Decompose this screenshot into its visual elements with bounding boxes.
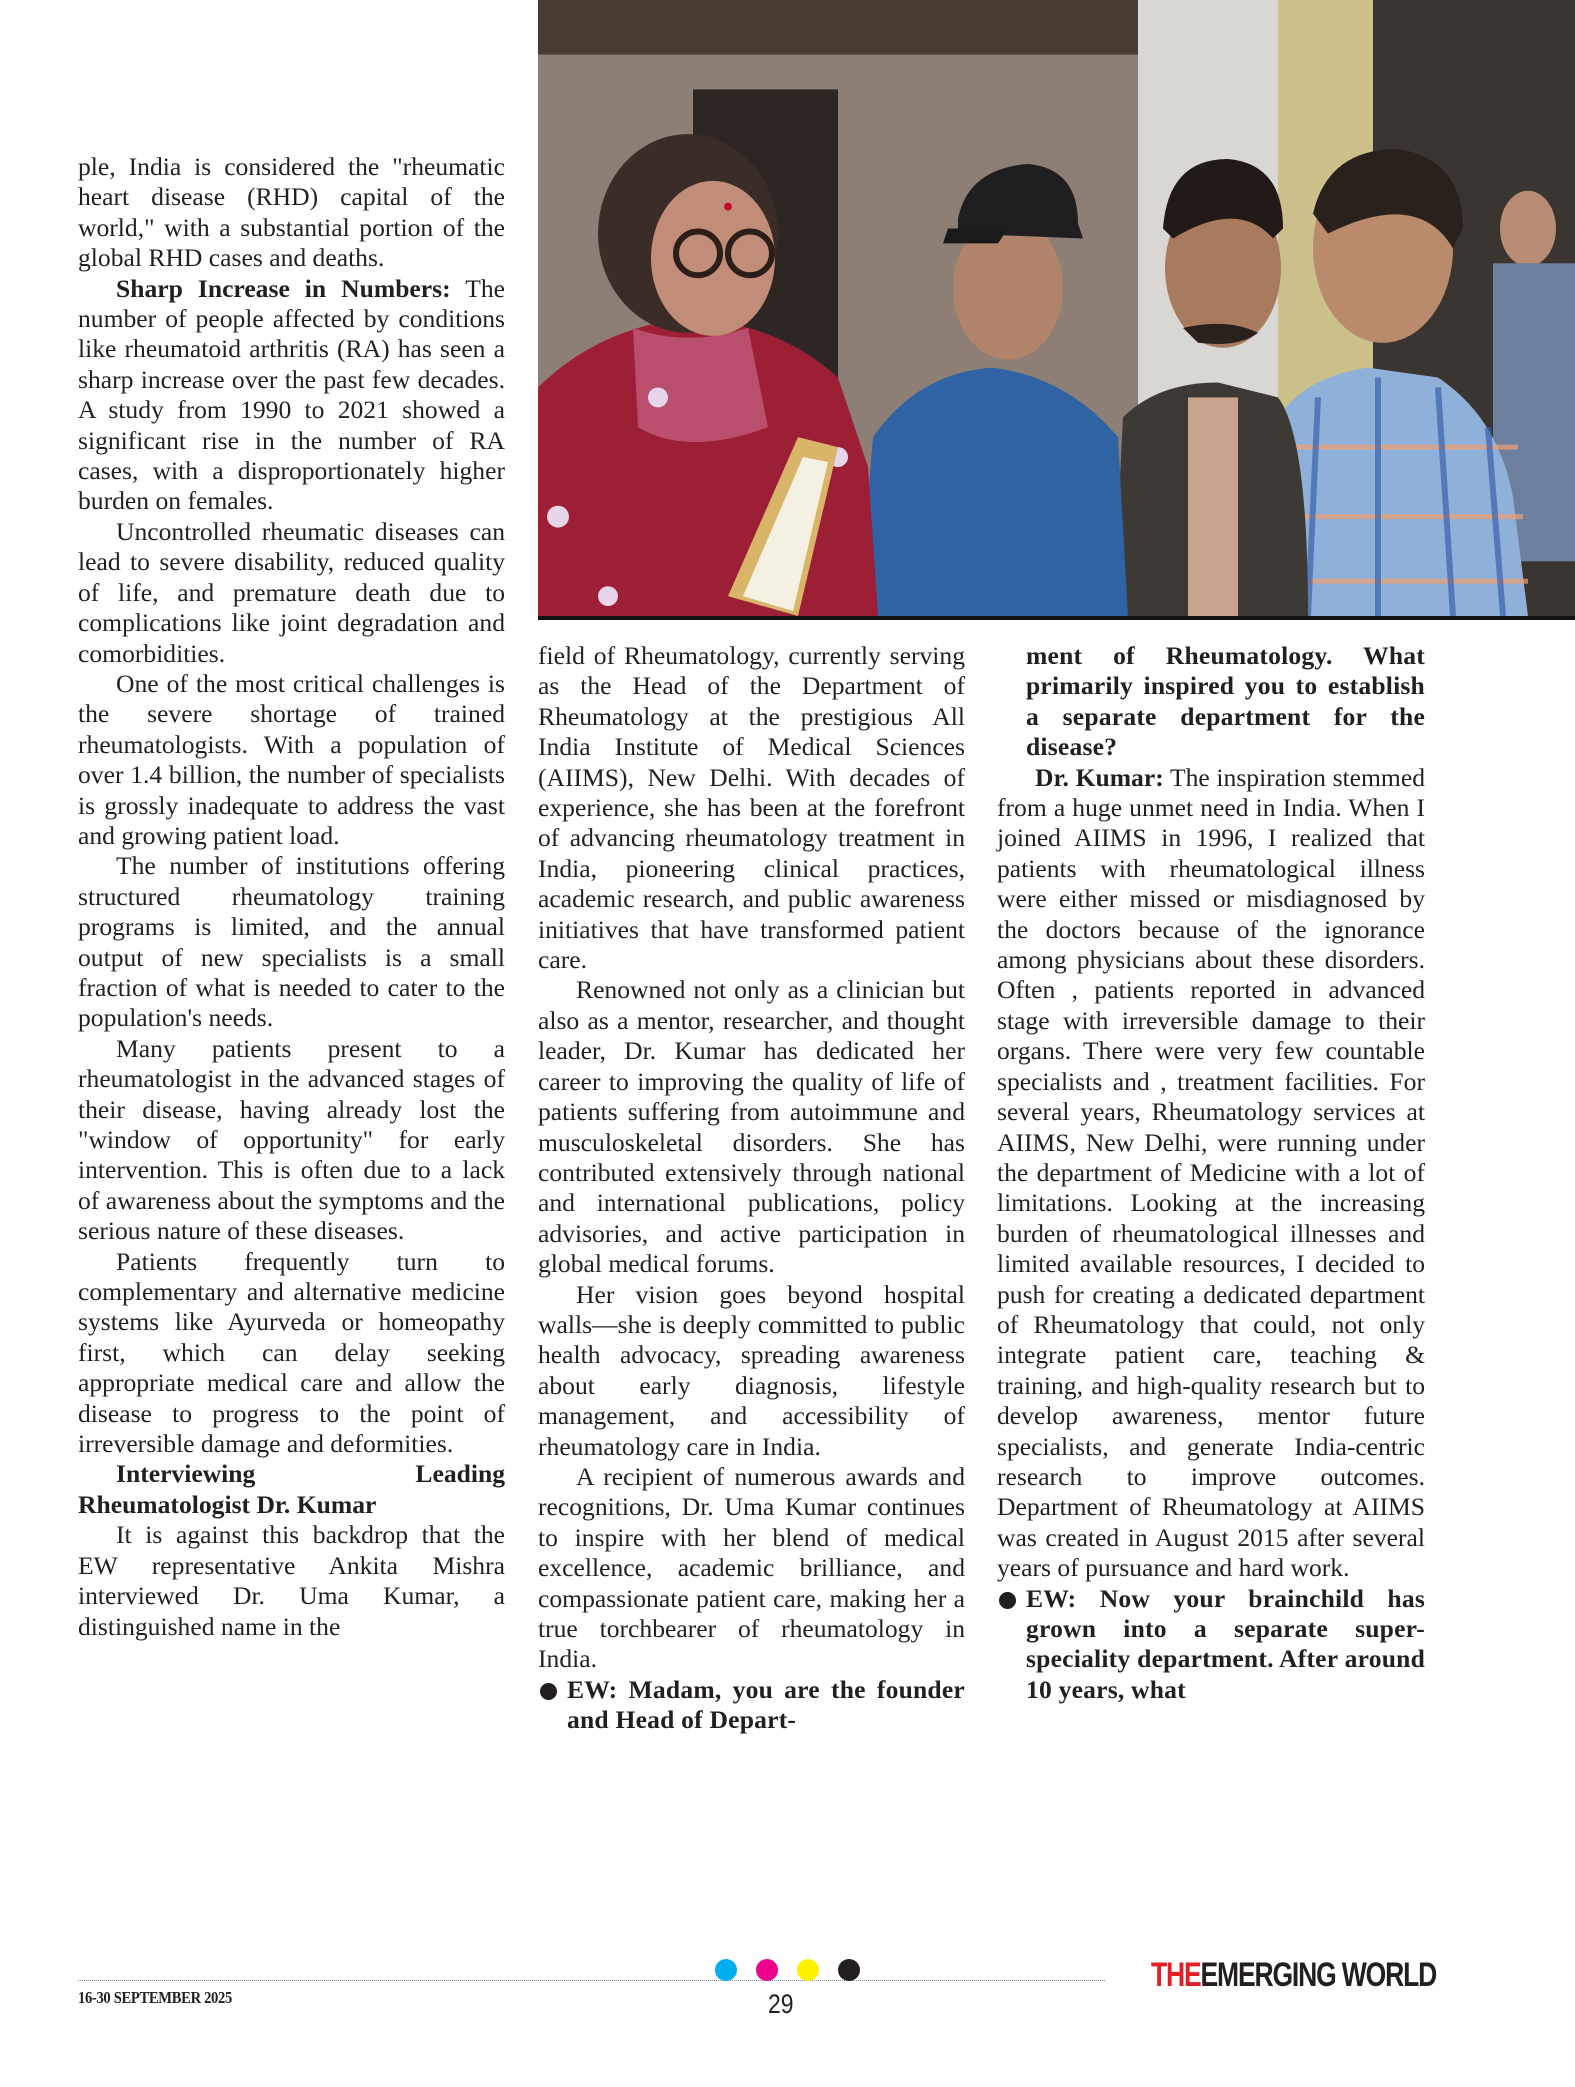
inline-heading: Sharp Increase in Numbers: (116, 273, 451, 303)
black-registration-dot-icon (838, 1959, 860, 1981)
footer-dotted-rule (78, 1980, 1105, 1981)
question-text: EW: Now your brainchild has grown into a separate super-speciality department. After around 10 years, what (1026, 1583, 1425, 1704)
magenta-registration-dot-icon (756, 1959, 778, 1981)
interview-question-2 (997, 1584, 1425, 1706)
paragraph: A recipient of numerous awards and recognitions, Dr. Uma Kumar continues to inspire with her blend of medical excellence, academic brilliance, and compassionate patient care, making her a true torchbearer of rheumatology in India. (538, 1461, 965, 1674)
paragraph: Many patients present to a rheumatologist in the advanced stages of their disease, having already lost the "window of opportunity" for early intervention. This is often due to a lack of awareness about the symptoms and the serious nature of these diseases. (78, 1033, 505, 1246)
section-subheading: Interviewing Leading Rheumatologist Dr. Kumar (78, 1459, 505, 1519)
paragraph: The number of institutions offering structured rheumatology training programs is limited, and the annual output of new specialists is a small fraction of what is needed to cater to the population's needs. (78, 851, 505, 1033)
article-column-1 (78, 152, 505, 1642)
answer-text: The inspiration stemmed from a huge unmet need in India. When I joined AIIMS in 1996, I realized that patients with rheumatological illness were either missed or misdiagnosed by the doctors because of the ignorance among physicians about these disorders. Often , patients reported in advanced stage with irreversible damage to their organs. There were very few countable specialists and , treatment facilities. For several years, Rheumatology services at AIIMS, New Delhi, were running under the department of Medicine with a lot of limitations. Looking at the increasing burden of rheumatological illnesses and limited available resources, I decided to push for creating a dedicated department of Rheumatology that could, not only integrate patient care, teaching & training, and high-quality research but to develop awareness, mentor future specialists, and generate India-centric research to improve outcomes. Department of Rheumatology at AIIMS was created in August 2015 after several years of pursuance and hard work. (997, 762, 1426, 1583)
publication-logo (1151, 1956, 1436, 1995)
interview-question-1-continued: ment of Rheumatology. What primarily inspired you to establish a separate department for the disease? (1026, 641, 1425, 762)
paragraph-text: The number of people affected by conditions like rheumatoid arthritis (RA) has seen a sharp increase over the past few decades. A study from 1990 to 2021 showed a significant rise in the number of RA cases, with a disproportionately higher burden on females. (78, 273, 505, 516)
article-photo (538, 0, 1575, 620)
paragraph: field of Rheumatology, currently serving as the Head of the Department of Rheumatology at the prestigious All India Institute of Medical Sciences (AIIMS), New Delhi. With decades of experience, she has been at the forefront of advancing rheumatology treatment in India, pioneering clinical practices, academic research, and public awareness initiatives that have transformed patient care. (538, 641, 965, 975)
bullet-icon (999, 1592, 1016, 1609)
group-photo-illustration (538, 0, 1575, 616)
cyan-registration-dot-icon (715, 1959, 737, 1981)
interview-question-1 (538, 1675, 965, 1736)
logo-the: THE (1151, 1956, 1201, 1994)
article-column-3 (997, 641, 1425, 1705)
issue-date: 16-30 SEPTEMBER 2025 (78, 1988, 232, 2007)
paragraph: One of the most critical challenges is the severe shortage of trained rheumatologists. With a population of over 1.4 billion, the number of specialists is grossly inadequate to address the vast and growing patient load. (78, 668, 505, 850)
paragraph: Uncontrolled rheumatic diseases can lead to severe disability, reduced quality of life, and premature death due to complications like joint degradation and comorbidities. (78, 516, 505, 668)
paragraph-sharp-increase (78, 274, 505, 517)
interview-answer-1 (997, 763, 1425, 1584)
paragraph: It is against this backdrop that the EW representative Ankita Mishra interviewed Dr. Uma Kumar, a distinguished name in the (78, 1520, 505, 1641)
paragraph: Her vision goes beyond hospital walls—she is deeply committed to public health advocacy, spreading awareness about early diagnosis, lifestyle management, and accessibility of rheumatology care in India. (538, 1279, 965, 1461)
yellow-registration-dot-icon (797, 1959, 819, 1981)
page-number: 29 (768, 1989, 794, 2019)
article-column-2 (538, 641, 965, 1736)
speaker-label: Dr. Kumar: (1035, 762, 1164, 792)
paragraph: ple, India is considered the "rheumatic heart disease (RHD) capital of the world," with a substantial portion of the global RHD cases and deaths. (78, 152, 505, 273)
question-text: EW: Madam, you are the founder and Head of Depart- (567, 1674, 965, 1735)
bullet-icon (540, 1683, 557, 1700)
logo-emerging-world: EMERGING WORLD (1200, 1956, 1437, 1994)
paragraph: Patients frequently turn to complementary and alternative medicine systems like Ayurveda or homeopathy first, which can delay seeking appropriate medical care and allow the disease to progress to the point of irreversible damage and deformities. (78, 1246, 505, 1459)
paragraph: Renowned not only as a clinician but also as a mentor, researcher, and thought leader, Dr. Kumar has dedicated her career to improving the quality of life of patients suffering from autoimmune and musculoskeletal disorders. She has contributed extensively through national and international publications, policy advisories, and active participation in global medical forums. (538, 975, 965, 1279)
